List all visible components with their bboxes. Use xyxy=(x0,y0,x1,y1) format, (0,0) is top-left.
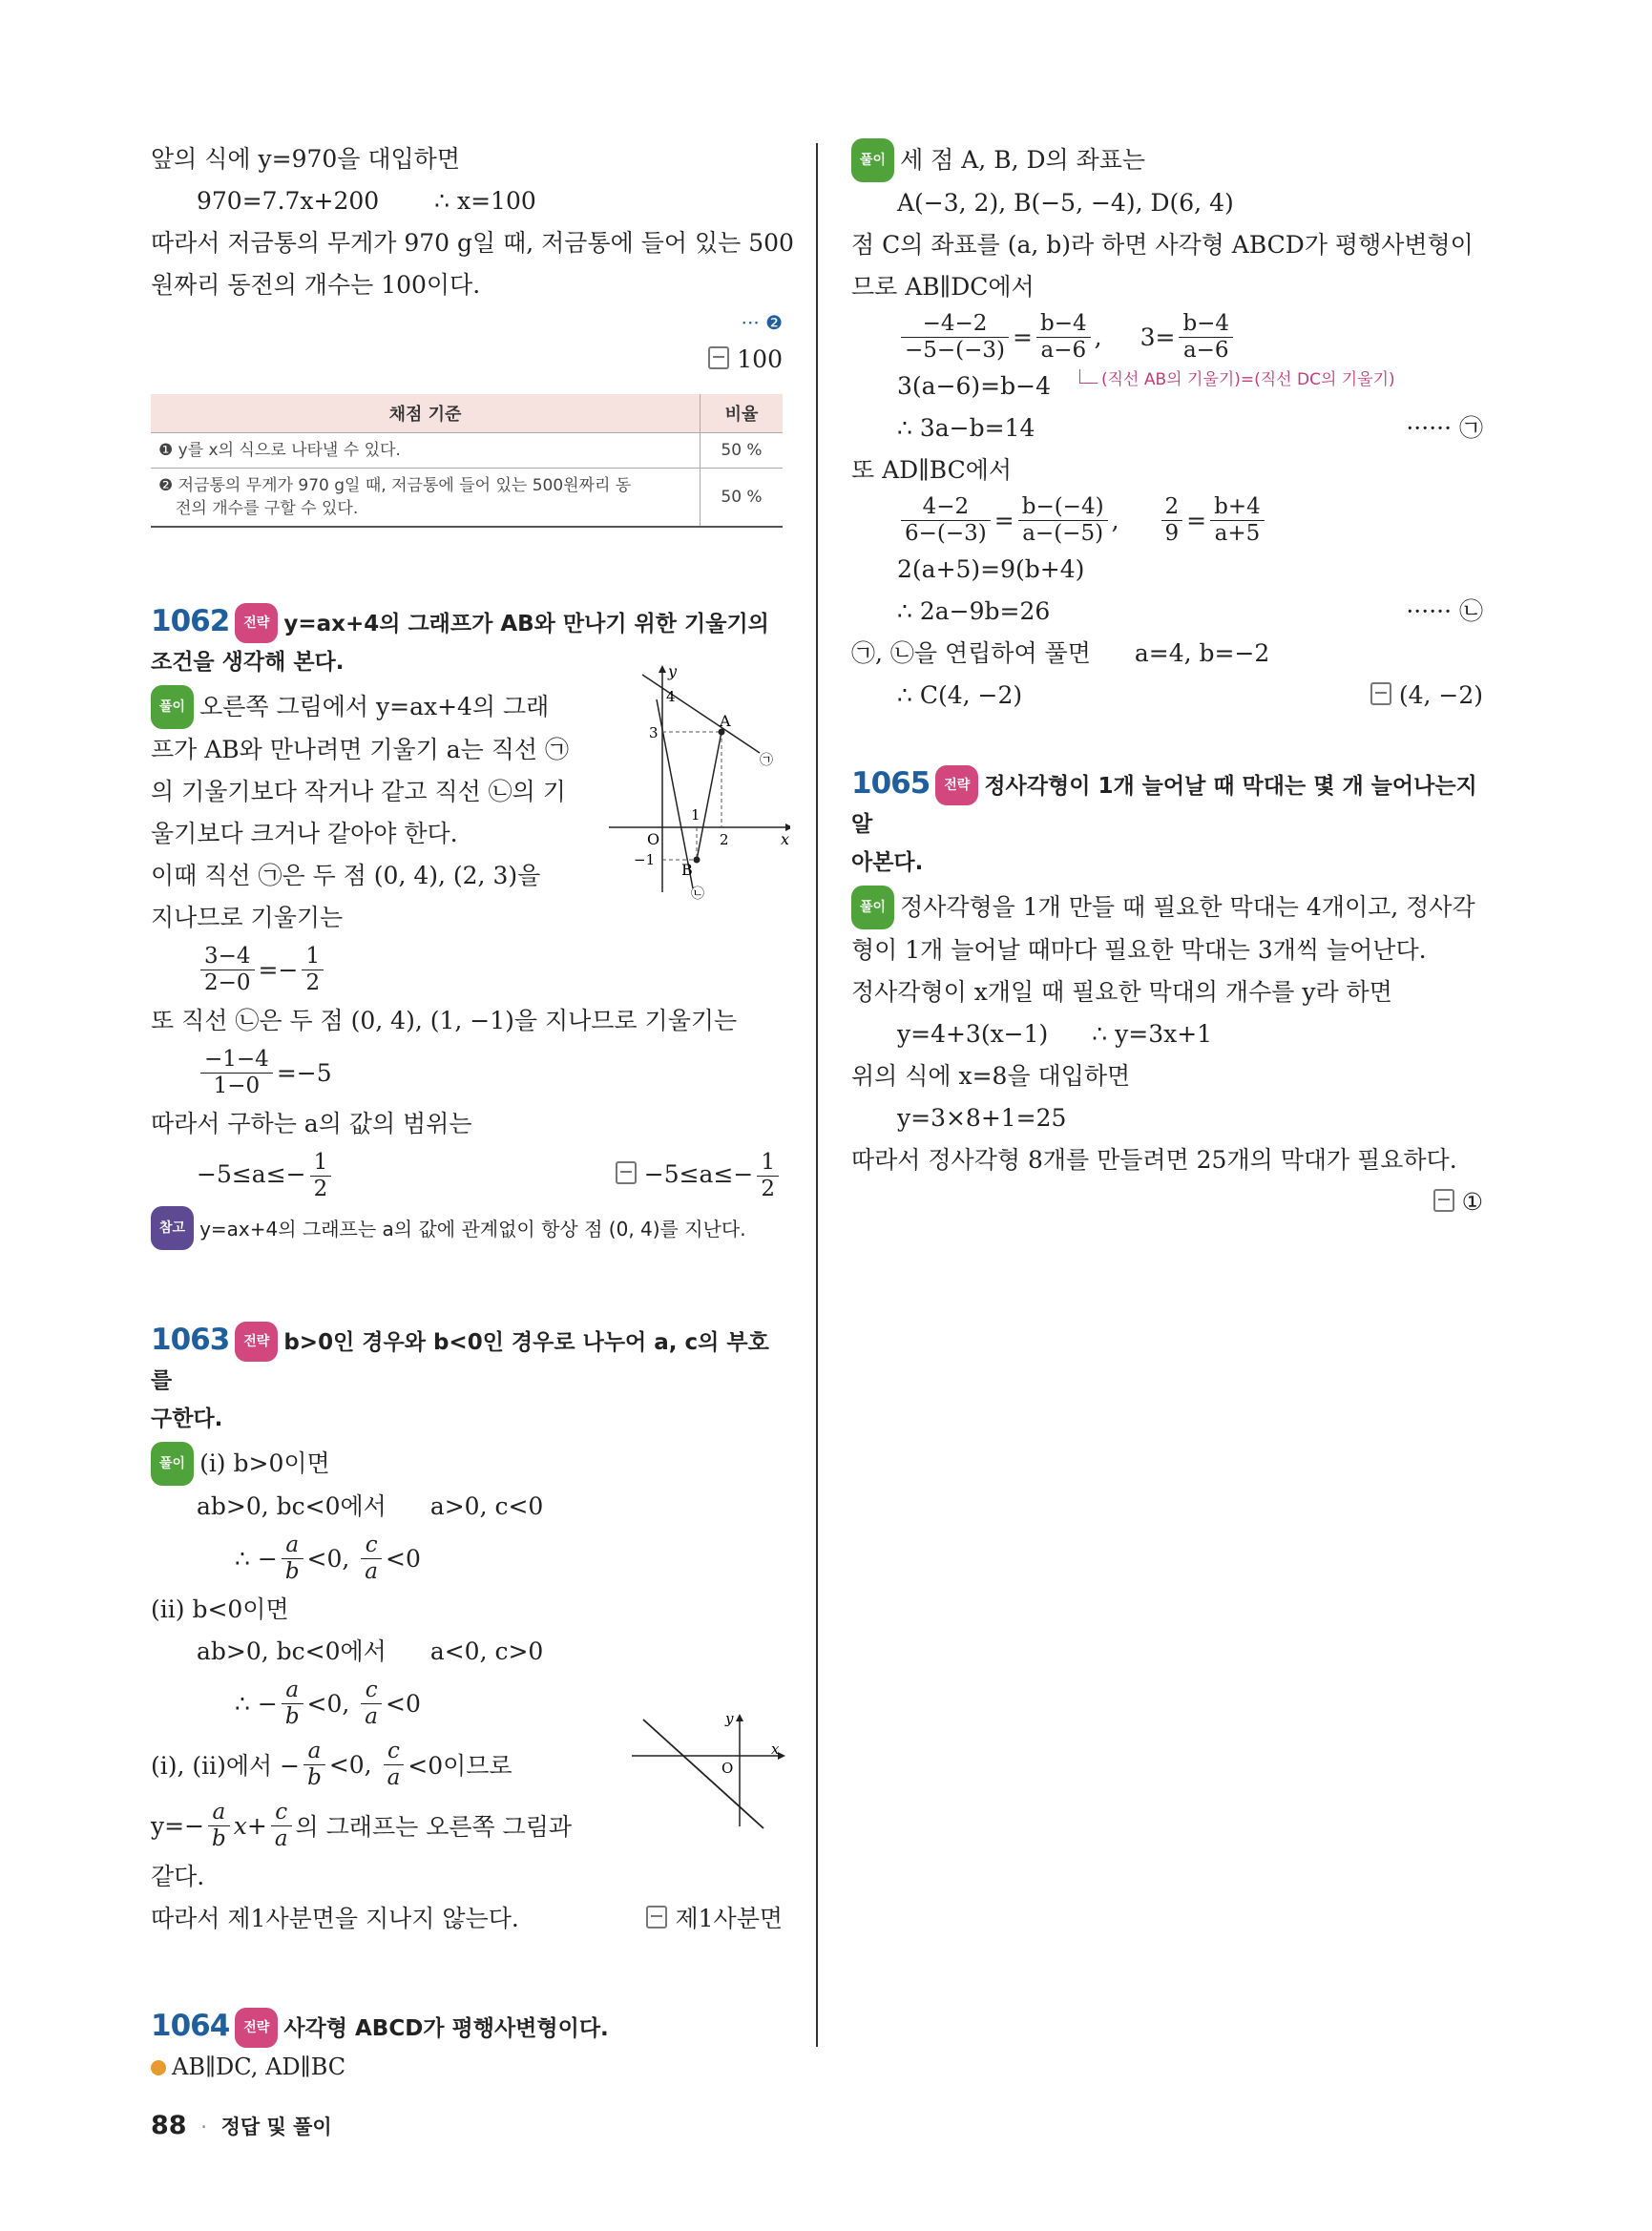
fraction xyxy=(901,311,1009,364)
numerator: c xyxy=(361,1533,382,1559)
answer-line xyxy=(151,339,783,381)
text-line: 2(a+5)=9(b+4) xyxy=(897,555,1085,583)
solution-tag: 풀이 xyxy=(851,886,894,929)
table-cell xyxy=(151,469,701,528)
denominator: b xyxy=(212,1825,226,1851)
numerator: −4−2 xyxy=(901,311,1009,338)
text-line: 이때 직선 ㉠은 두 점 (0, 4), (2, 3)을 xyxy=(151,862,541,889)
numerator: 3−4 xyxy=(200,944,255,970)
text-line: y=3×8+1=25 xyxy=(897,1104,1067,1132)
line-2-label: ㉡ xyxy=(691,886,704,902)
x-label: x xyxy=(771,1741,780,1758)
y-axis-arrow xyxy=(659,665,666,673)
text: 세 점 A, B, D의 좌표는 xyxy=(900,146,1146,174)
grading-table xyxy=(151,394,783,528)
fraction xyxy=(384,1739,405,1791)
text-line xyxy=(851,407,1483,449)
problem-heading xyxy=(151,602,783,643)
point-b xyxy=(694,857,701,864)
text: ∴ C(4, −2) xyxy=(897,681,1023,709)
text-line xyxy=(151,1898,783,1940)
hint-line xyxy=(151,2048,783,2086)
graph-line xyxy=(643,1720,763,1828)
solution-tag: 풀이 xyxy=(851,138,894,182)
text-line: 울기보다 크거나 같아야 한다. xyxy=(151,820,458,847)
text: a=4, b=−2 xyxy=(1134,639,1270,667)
denominator: b xyxy=(284,1703,300,1729)
text: a<0, c>0 xyxy=(429,1637,544,1665)
fraction-equation xyxy=(851,308,1483,365)
tick-label: −1 xyxy=(634,851,656,868)
graph-1063 xyxy=(630,1706,787,1830)
problem-1065 xyxy=(851,764,1483,1223)
fraction xyxy=(282,1533,303,1585)
text-line xyxy=(851,633,1483,675)
denominator: a+5 xyxy=(1214,520,1261,546)
numerator: −1−4 xyxy=(200,1047,273,1074)
text-line: A(−3, 2), B(−5, −4), D(6, 4) xyxy=(897,189,1234,217)
operator: = xyxy=(1186,506,1207,534)
fraction xyxy=(1179,311,1233,364)
text: 오른쪽 그림에서 y=ax+4의 그래 xyxy=(199,693,550,720)
text: a>0, c<0 xyxy=(429,1492,544,1520)
problem-heading xyxy=(851,764,1483,844)
numerator: c xyxy=(384,1739,405,1765)
answer-text: (4, −2) xyxy=(1398,681,1483,709)
denominator: a−6 xyxy=(1040,337,1087,363)
heading-text: 조건을 생각해 본다. xyxy=(151,650,345,675)
denominator: a xyxy=(274,1825,288,1851)
text: ∴ − xyxy=(235,1544,278,1573)
text-line: 므로 AB∥DC에서 xyxy=(851,273,1035,301)
fraction-equation xyxy=(151,939,783,1000)
point-a-label: A xyxy=(720,712,731,730)
denominator: 1−0 xyxy=(213,1073,261,1098)
origin-label: O xyxy=(647,830,660,848)
fraction xyxy=(200,944,255,996)
problem-heading xyxy=(151,1321,783,1400)
operator: <0, xyxy=(306,1689,358,1718)
text: (i), (ii)에서 − xyxy=(151,1752,301,1780)
numerator: b−4 xyxy=(1036,311,1091,338)
text: ab>0, bc<0에서 xyxy=(197,1492,387,1520)
problem-number: 1064 xyxy=(151,2009,230,2043)
answer-icon xyxy=(646,1906,667,1929)
text-line: 프가 AB와 만나려면 기울기 a는 직선 ㉠ xyxy=(151,736,569,763)
text: ∴ 2a−9b=26 xyxy=(897,597,1051,625)
operator: <0, xyxy=(306,1544,358,1573)
numerator: 1 xyxy=(310,1150,332,1177)
text: 정사각형을 1개 만들 때 필요한 막대는 4개이고, 정사각 xyxy=(900,893,1475,921)
fraction-equation xyxy=(851,491,1483,549)
text: ∴ 3a−b=14 xyxy=(897,414,1035,442)
text: ㉠, ㉡을 연립하여 풀면 xyxy=(851,639,1091,667)
fraction xyxy=(302,944,324,996)
table-cell: 50 % xyxy=(701,469,784,528)
y-label: y xyxy=(668,663,678,680)
text-line: 점 C의 좌표를 (a, b)라 하면 사각형 ABCD가 평행사변형이 xyxy=(851,231,1474,259)
fraction xyxy=(282,1678,303,1730)
fraction xyxy=(361,1533,382,1585)
page-footer xyxy=(151,2111,332,2140)
graph-1062 xyxy=(599,663,790,902)
answer-icon xyxy=(708,346,729,369)
answer-text: 제1사분면 xyxy=(675,1905,783,1932)
text-line: (ii) b<0이면 xyxy=(151,1595,289,1623)
text: y=− xyxy=(151,1811,205,1840)
answer-text: 100 xyxy=(737,345,783,373)
text: 3(a−6)=b−4 xyxy=(897,372,1051,400)
numerator: a xyxy=(303,1739,325,1765)
text-line: 따라서 구하는 a의 값의 범위는 xyxy=(151,1110,472,1137)
ref-text: (직선 AB의 기울기)=(직선 DC의 기울기) xyxy=(1100,370,1395,389)
answer-text: −5≤a≤− xyxy=(643,1159,754,1188)
problem-1063 xyxy=(151,1321,783,1940)
numerator: b+4 xyxy=(1210,494,1265,521)
fraction xyxy=(757,1150,779,1202)
fraction xyxy=(310,1150,332,1202)
text: 의 그래프는 오른쪽 그림과 xyxy=(295,1813,573,1841)
text-line: 앞의 식에 y=970을 대입하면 xyxy=(151,145,460,173)
operator: , xyxy=(1111,506,1119,534)
text-line: 또 직선 ㉡은 두 점 (0, 4), (1, −1)을 지나므로 기울기는 xyxy=(151,1007,738,1034)
fraction xyxy=(361,1678,382,1730)
answer-range xyxy=(151,1145,783,1206)
denominator: −5−(−3) xyxy=(905,337,1006,363)
y-axis-arrow xyxy=(736,1714,743,1721)
text-line xyxy=(151,1442,783,1486)
problem-heading xyxy=(151,2007,783,2048)
cell-line: ❷ 저금통의 무게가 970 g일 때, 저금통에 들어 있는 500원짜리 동 xyxy=(158,476,632,495)
operator: =− xyxy=(258,955,299,984)
tick-label: 1 xyxy=(691,806,701,824)
text-line xyxy=(851,886,1483,929)
table-cell: 50 % xyxy=(701,433,784,469)
numerator: c xyxy=(361,1678,382,1704)
equation-marker: ······ ㉡ xyxy=(1406,597,1483,625)
tick-label: 2 xyxy=(720,831,729,848)
operator: = xyxy=(1013,323,1033,351)
table-cell: ❶ y를 x의 식으로 나타낼 수 있다. xyxy=(151,433,701,469)
page-number: 88 xyxy=(151,2111,187,2140)
text: ∴ y=3x+1 xyxy=(1092,1020,1213,1048)
equation-marker: ······ ㉠ xyxy=(1406,414,1483,442)
fraction xyxy=(1210,494,1265,547)
text-line xyxy=(851,365,1483,407)
fraction xyxy=(271,1800,292,1852)
heading-text: b>0인 경우와 b<0인 경우로 나누어 a, c의 부호를 xyxy=(151,1330,769,1393)
text-line xyxy=(151,1631,783,1673)
text-line: 의 기울기보다 작거나 같고 직선 ㉡의 기 xyxy=(151,778,566,805)
segment-ab xyxy=(697,732,721,860)
text-line xyxy=(851,591,1483,633)
text-line: 지나므로 기울기는 xyxy=(151,904,344,931)
operator: <0, xyxy=(328,1750,380,1779)
text-line xyxy=(851,1013,1483,1055)
denominator: b xyxy=(284,1558,300,1584)
problem-1064 xyxy=(151,2007,783,2086)
heading-text: y=ax+4의 그래프가 AB와 만나기 위한 기울기의 xyxy=(283,612,769,636)
equation: 970=7.7x+200 xyxy=(197,187,380,215)
right-column xyxy=(851,138,1483,1223)
answer-line xyxy=(1370,675,1483,717)
fraction xyxy=(303,1739,325,1791)
fraction xyxy=(208,1800,230,1852)
equation-result: ∴ x=100 xyxy=(434,187,536,215)
fraction xyxy=(1036,311,1091,364)
numerator: b−(−4) xyxy=(1018,494,1108,521)
text-line: 같다. xyxy=(151,1863,205,1890)
answer-icon xyxy=(616,1161,637,1184)
strategy-tag: 전략 xyxy=(935,765,978,805)
numerator: 1 xyxy=(302,944,324,970)
footer-title: 정답 및 풀이 xyxy=(220,2116,332,2138)
column-divider xyxy=(816,143,818,2047)
text-line: 형이 1개 늘어날 때마다 필요한 막대는 3개씩 늘어난다. xyxy=(851,936,1427,964)
equation-line xyxy=(151,180,783,222)
denominator: 2 xyxy=(761,1176,775,1201)
text-line: 따라서 저금통의 무게가 970 g일 때, 저금통에 들어 있는 500 xyxy=(151,229,794,257)
operator: + xyxy=(246,1811,267,1840)
text-line: 따라서 정사각형 8개를 만들려면 25개의 막대가 필요하다. xyxy=(851,1146,1457,1174)
table-header: 채점 기준 xyxy=(151,394,701,433)
operator: <0 xyxy=(386,1689,421,1718)
answer-line xyxy=(646,1898,783,1940)
answer-text: ① xyxy=(1461,1188,1483,1216)
denominator: a xyxy=(365,1703,379,1729)
fraction xyxy=(1018,494,1108,547)
text-line: 원짜리 동전의 개수는 100이다. xyxy=(151,271,481,299)
problem-number: 1062 xyxy=(151,604,230,638)
strategy-tag: 전략 xyxy=(235,2008,278,2048)
ref-connector xyxy=(1079,369,1098,384)
numerator: a xyxy=(282,1533,303,1559)
heading-text: 구한다. xyxy=(151,1407,223,1431)
denominator: 2−0 xyxy=(204,970,251,995)
text: y=4+3(x−1) xyxy=(897,1020,1049,1048)
problem-number: 1065 xyxy=(851,766,931,801)
tick-label: 3 xyxy=(649,724,659,741)
fraction-equation xyxy=(151,1528,783,1589)
numerator: 4−2 xyxy=(901,494,991,521)
hint-icon xyxy=(151,2060,166,2075)
separator: · xyxy=(200,2116,207,2138)
text: <0이므로 xyxy=(408,1752,512,1780)
fraction xyxy=(901,494,991,547)
text-line xyxy=(851,675,1483,717)
point-b-label: B xyxy=(681,861,693,879)
heading-text: 정사각형이 1개 늘어날 때 막대는 몇 개 늘어나는지 알 xyxy=(851,774,1477,837)
numerator: a xyxy=(208,1800,230,1826)
table-header: 비율 xyxy=(701,394,784,433)
note-text: y=ax+4의 그래프는 a의 값에 관계없이 항상 점 (0, 4)를 지난다. xyxy=(199,1218,746,1241)
denominator: 6−(−3) xyxy=(905,520,987,546)
hint-text: AB∥DC, AD∥BC xyxy=(172,2054,346,2080)
y-label: y xyxy=(725,1710,734,1727)
text-line: 정사각형이 x개일 때 필요한 막대의 개수를 y라 하면 xyxy=(851,978,1392,1006)
denominator: a xyxy=(387,1764,401,1790)
denominator: 9 xyxy=(1164,520,1180,546)
text: (i) b>0이면 xyxy=(199,1449,330,1477)
line-1-label: ㉠ xyxy=(760,753,773,768)
step-marker: ··· ❷ xyxy=(741,311,783,334)
note-line xyxy=(151,1206,783,1250)
operator: <0 xyxy=(386,1544,421,1573)
text: 3= xyxy=(1140,323,1176,351)
heading-text: 아본다. xyxy=(851,850,924,875)
answer-line xyxy=(616,1150,783,1202)
text: ∴ − xyxy=(235,1689,278,1718)
problem-number: 1063 xyxy=(151,1323,230,1357)
solution-tag: 풀이 xyxy=(151,1442,194,1486)
operator: , xyxy=(1094,323,1102,351)
text-line: 위의 식에 x=8을 대입하면 xyxy=(851,1062,1131,1090)
strategy-tag: 전략 xyxy=(235,603,278,643)
solution-tag: 풀이 xyxy=(151,685,194,729)
x-label: x xyxy=(781,830,790,848)
tick-label: 4 xyxy=(666,688,676,705)
strategy-tag: 전략 xyxy=(235,1322,278,1362)
fraction-equation xyxy=(151,1042,783,1103)
range-text: −5≤a≤− xyxy=(197,1159,306,1188)
range xyxy=(197,1150,335,1202)
answer-line xyxy=(851,1181,1483,1223)
cell-line: 전의 개수를 구할 수 있다. xyxy=(176,499,359,518)
text-line xyxy=(851,138,1483,182)
answer-icon xyxy=(1370,682,1391,705)
note-tag: 참고 xyxy=(151,1206,194,1250)
denominator: a−6 xyxy=(1182,337,1229,363)
numerator: a xyxy=(282,1678,303,1704)
text: ab>0, bc<0에서 xyxy=(197,1637,387,1665)
text-line xyxy=(151,1486,783,1528)
numerator: b−4 xyxy=(1179,311,1233,338)
heading-text: 사각형 ABCD가 평행사변형이다. xyxy=(283,2016,609,2041)
origin-label: O xyxy=(721,1760,734,1777)
numerator: 2 xyxy=(1161,494,1183,521)
text: 따라서 제1사분면을 지나지 않는다. xyxy=(151,1905,519,1932)
denominator: 2 xyxy=(313,1176,328,1201)
fraction xyxy=(200,1047,273,1099)
denominator: a xyxy=(365,1558,379,1584)
operator: = xyxy=(993,506,1014,534)
variable: x xyxy=(233,1811,247,1840)
denominator: b xyxy=(307,1764,322,1790)
numerator: 1 xyxy=(757,1150,779,1177)
fraction xyxy=(1161,494,1183,547)
denominator: 2 xyxy=(305,970,321,995)
answer-icon xyxy=(1433,1189,1454,1212)
denominator: a−(−5) xyxy=(1022,520,1104,546)
operator: =−5 xyxy=(276,1058,332,1087)
numerator: c xyxy=(271,1800,292,1826)
text-line: 또 AD∥BC에서 xyxy=(851,456,1013,484)
